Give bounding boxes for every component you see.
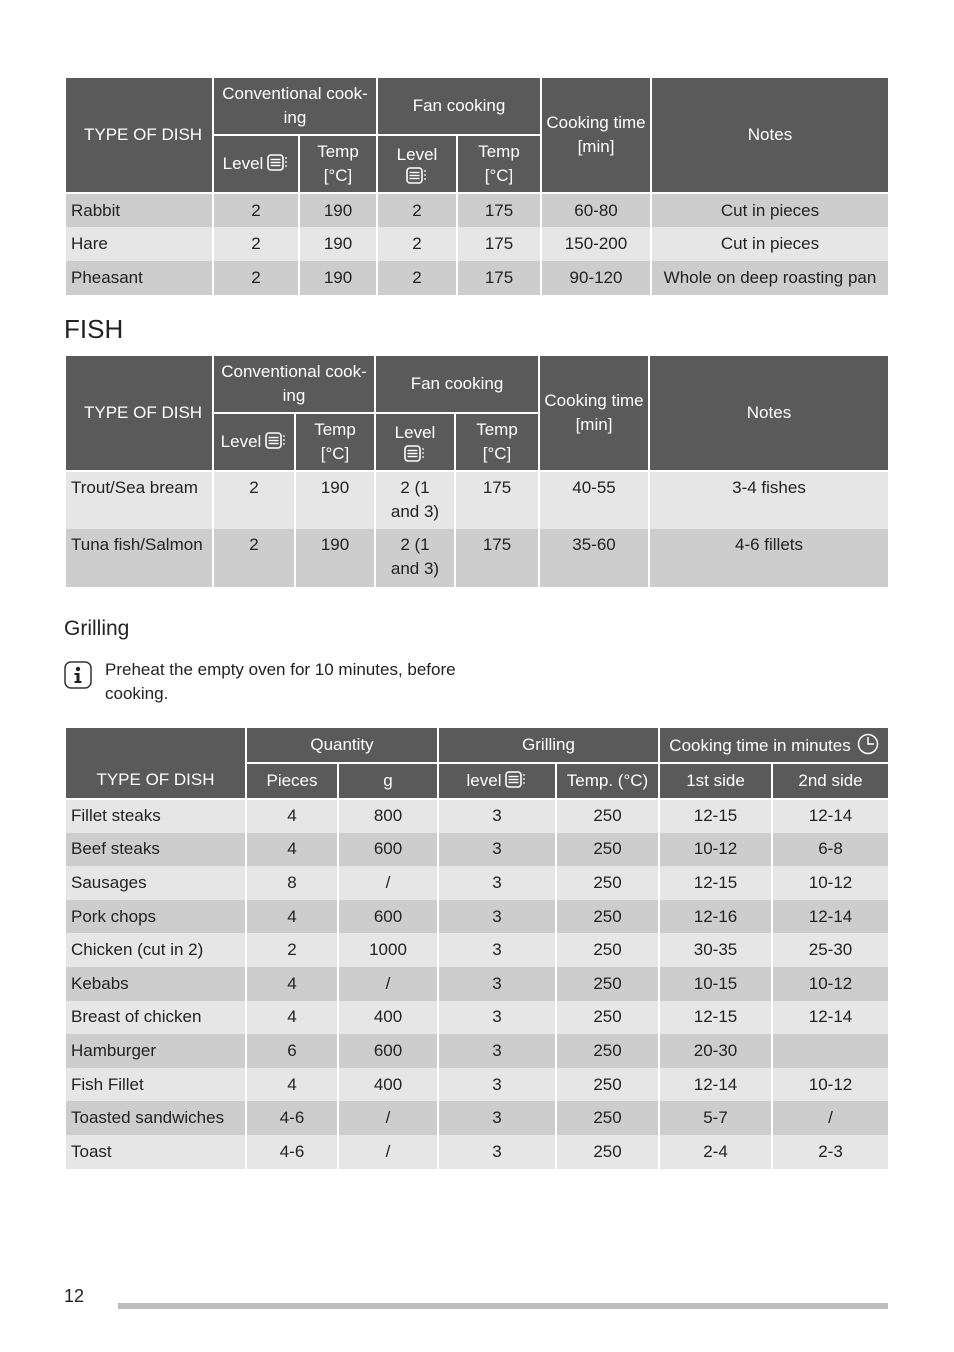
cell-pieces: 4-6 (246, 1135, 338, 1169)
cell-level: 3 (438, 1135, 556, 1169)
cell-pieces: 4 (246, 833, 338, 867)
fish-cooking-table (64, 354, 890, 587)
cell-notes: Cut in pieces (651, 193, 889, 227)
cell-pieces: 4 (246, 1001, 338, 1035)
level-label: Level (222, 154, 264, 173)
cooking-time-label: Cooking time in minutes (669, 735, 851, 755)
cell-temp: 250 (556, 967, 659, 1001)
cell-first-side: 12-15 (659, 799, 772, 833)
cell-dish: Fillet steaks (65, 799, 246, 833)
header-level (438, 763, 556, 799)
cell-level: 3 (438, 799, 556, 833)
cell-time: 60-80 (541, 193, 651, 227)
footer-rule (118, 1303, 888, 1309)
header-fan-temp: Temp [°C] (455, 413, 539, 471)
cell-level: 3 (438, 1068, 556, 1102)
header-temp: Temp. (°C) (556, 763, 659, 799)
cell-level: 3 (438, 933, 556, 967)
cell-second-side: 10-12 (772, 967, 889, 1001)
cell-level: 3 (438, 1001, 556, 1035)
header-type-of-dish: TYPE OF DISH (65, 355, 213, 471)
cell-conv-temp: 190 (295, 471, 375, 529)
header-conventional-cooking: Conventional cook-ing (213, 355, 375, 413)
shelf-level-icon (406, 167, 428, 185)
header-notes: Notes (649, 355, 889, 471)
cell-first-side: 5-7 (659, 1101, 772, 1135)
cell-fan-temp: 175 (455, 529, 539, 587)
cell-fan-level: 2 (1 and 3) (375, 529, 455, 587)
header-conventional-level (213, 413, 295, 471)
cell-level: 3 (438, 866, 556, 900)
cell-first-side: 12-14 (659, 1068, 772, 1102)
cell-conv-level: 2 (213, 471, 295, 529)
header-fan-temp: Temp [°C] (457, 135, 541, 193)
level-label: Level (396, 145, 438, 164)
page-number: 12 (64, 1286, 85, 1306)
header-cooking-time: Cooking time [min] (539, 355, 649, 471)
cell-second-side: 12-14 (772, 799, 889, 833)
table-row (65, 529, 889, 587)
cell-grams: 800 (338, 799, 438, 833)
cell-pieces: 6 (246, 1034, 338, 1068)
cell-notes: 3-4 fishes (649, 471, 889, 529)
cell-first-side: 10-15 (659, 967, 772, 1001)
table-row (65, 1135, 889, 1169)
header-grams: g (338, 763, 438, 799)
header-quantity: Quantity (246, 727, 438, 763)
cell-dish: Beef steaks (65, 833, 246, 867)
cell-grams: 1000 (338, 933, 438, 967)
header-type-of-dish: TYPE OF DISH (65, 727, 246, 799)
cell-temp: 250 (556, 866, 659, 900)
table-row (65, 866, 889, 900)
cell-dish: Chicken (cut in 2) (65, 933, 246, 967)
cell-second-side: 10-12 (772, 866, 889, 900)
cell-second-side: 12-14 (772, 900, 889, 934)
cell-grams: 600 (338, 1034, 438, 1068)
cell-temp: 250 (556, 799, 659, 833)
header-conventional-level (213, 135, 299, 193)
cell-conv-level: 2 (213, 227, 299, 261)
header-fan-level (375, 413, 455, 471)
cell-conv-level: 2 (213, 261, 299, 295)
cell-dish: Fish Fillet (65, 1068, 246, 1102)
cell-notes: Whole on deep roasting pan (651, 261, 889, 295)
cell-first-side: 2-4 (659, 1135, 772, 1169)
cell-first-side: 20-30 (659, 1034, 772, 1068)
shelf-level-icon (265, 432, 287, 450)
cell-temp: 250 (556, 1068, 659, 1102)
cell-temp: 250 (556, 1101, 659, 1135)
cell-dish: Hare (65, 227, 213, 261)
cell-pieces: 4 (246, 967, 338, 1001)
game-cooking-table (64, 76, 890, 295)
cell-second-side (772, 1034, 889, 1068)
table-row (65, 1068, 889, 1102)
cell-grams: / (338, 967, 438, 1001)
cell-temp: 250 (556, 900, 659, 934)
grilling-table (64, 726, 890, 1169)
cell-fan-level: 2 (1 and 3) (375, 471, 455, 529)
cell-second-side: 12-14 (772, 1001, 889, 1035)
table-row (65, 1101, 889, 1135)
table-row (65, 933, 889, 967)
cell-notes: 4-6 fillets (649, 529, 889, 587)
cell-level: 3 (438, 833, 556, 867)
cell-grams: 600 (338, 833, 438, 867)
cell-first-side: 12-16 (659, 900, 772, 934)
table-row (65, 261, 889, 295)
cell-dish: Pheasant (65, 261, 213, 295)
header-type-of-dish: TYPE OF DISH (65, 77, 213, 193)
table-row (65, 967, 889, 1001)
cell-temp: 250 (556, 1001, 659, 1035)
cell-second-side: 25-30 (772, 933, 889, 967)
cell-dish: Toasted sandwiches (65, 1101, 246, 1135)
cell-dish: Toast (65, 1135, 246, 1169)
cell-level: 3 (438, 1101, 556, 1135)
cell-grams: / (338, 1135, 438, 1169)
cell-time: 90-120 (541, 261, 651, 295)
cell-level: 3 (438, 900, 556, 934)
cell-level: 3 (438, 967, 556, 1001)
cell-conv-temp: 190 (299, 261, 377, 295)
cell-second-side: 10-12 (772, 1068, 889, 1102)
cell-fan-temp: 175 (457, 261, 541, 295)
cell-dish: Breast of chicken (65, 1001, 246, 1035)
cell-dish: Trout/Sea bream (65, 471, 213, 529)
header-conventional-temp: Temp [°C] (295, 413, 375, 471)
table-row (65, 799, 889, 833)
cell-dish: Tuna fish/Salmon (65, 529, 213, 587)
cell-grams: 600 (338, 900, 438, 934)
cell-dish: Pork chops (65, 900, 246, 934)
cell-pieces: 4-6 (246, 1101, 338, 1135)
cell-dish: Rabbit (65, 193, 213, 227)
table-row (65, 193, 889, 227)
header-conventional-cooking: Conventional cook-ing (213, 77, 377, 135)
cell-fan-level: 2 (377, 227, 457, 261)
level-label: level (466, 771, 502, 790)
table-row (65, 900, 889, 934)
header-fan-level (377, 135, 457, 193)
cell-grams: / (338, 1101, 438, 1135)
cell-grams: 400 (338, 1001, 438, 1035)
cell-fan-temp: 175 (457, 193, 541, 227)
cell-first-side: 12-15 (659, 866, 772, 900)
cell-time: 35-60 (539, 529, 649, 587)
header-grilling: Grilling (438, 727, 659, 763)
header-second-side: 2nd side (772, 763, 889, 799)
header-first-side: 1st side (659, 763, 772, 799)
cell-pieces: 4 (246, 900, 338, 934)
table-row (65, 833, 889, 867)
shelf-level-icon (267, 154, 289, 172)
header-conventional-temp: Temp [°C] (299, 135, 377, 193)
level-label: Level (220, 432, 262, 451)
cell-notes: Cut in pieces (651, 227, 889, 261)
cell-level: 3 (438, 1034, 556, 1068)
cell-dish: Sausages (65, 866, 246, 900)
cell-temp: 250 (556, 833, 659, 867)
header-notes: Notes (651, 77, 889, 193)
cell-conv-temp: 190 (295, 529, 375, 587)
cell-fan-level: 2 (377, 193, 457, 227)
cell-fan-temp: 175 (455, 471, 539, 529)
cell-time: 40-55 (539, 471, 649, 529)
header-fan-cooking: Fan cooking (377, 77, 541, 135)
info-icon (64, 661, 92, 689)
cell-time: 150-200 (541, 227, 651, 261)
cell-pieces: 2 (246, 933, 338, 967)
cell-conv-temp: 190 (299, 193, 377, 227)
table-row (65, 471, 889, 529)
cell-first-side: 30-35 (659, 933, 772, 967)
cell-conv-temp: 190 (299, 227, 377, 261)
fish-heading: FISH (64, 314, 124, 344)
table-row (65, 227, 889, 261)
cell-first-side: 12-15 (659, 1001, 772, 1035)
cell-conv-level: 2 (213, 193, 299, 227)
header-cooking-time: Cooking time [min] (541, 77, 651, 193)
cell-fan-level: 2 (377, 261, 457, 295)
table-row (65, 1001, 889, 1035)
cell-pieces: 4 (246, 1068, 338, 1102)
cell-grams: / (338, 866, 438, 900)
cell-temp: 250 (556, 1034, 659, 1068)
cell-dish: Kebabs (65, 967, 246, 1001)
cell-pieces: 4 (246, 799, 338, 833)
cell-pieces: 8 (246, 866, 338, 900)
header-cooking-time-minutes (659, 727, 889, 763)
cell-fan-temp: 175 (457, 227, 541, 261)
cell-temp: 250 (556, 1135, 659, 1169)
cell-temp: 250 (556, 933, 659, 967)
cell-second-side: 6-8 (772, 833, 889, 867)
shelf-level-icon (505, 771, 527, 789)
grilling-heading: Grilling (64, 617, 130, 640)
shelf-level-icon (404, 445, 426, 463)
cell-first-side: 10-12 (659, 833, 772, 867)
cell-grams: 400 (338, 1068, 438, 1102)
level-label: Level (394, 423, 436, 442)
header-pieces: Pieces (246, 763, 338, 799)
header-fan-cooking: Fan cooking (375, 355, 539, 413)
clock-icon (857, 733, 879, 755)
cell-dish: Hamburger (65, 1034, 246, 1068)
table-row (65, 1034, 889, 1068)
cell-conv-level: 2 (213, 529, 295, 587)
cell-second-side: 2-3 (772, 1135, 889, 1169)
note-text: Preheat the empty oven for 10 minutes, before cooking. (105, 660, 456, 703)
cell-second-side: / (772, 1101, 889, 1135)
